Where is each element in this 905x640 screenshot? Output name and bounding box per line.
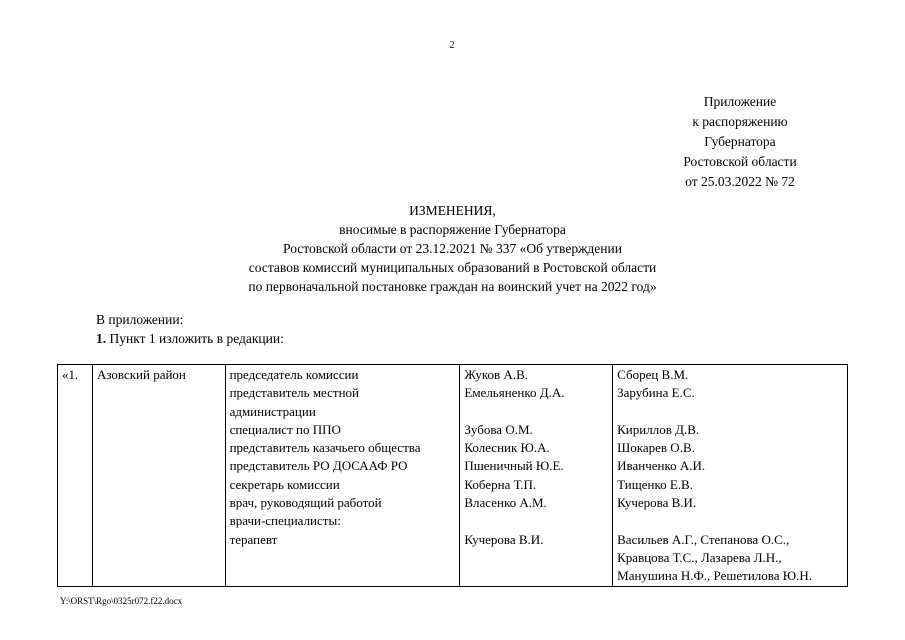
appendix-line: Губернатора — [704, 134, 776, 149]
reserve-line: Манушина Н.Ф., Решетилова Ю.Н. — [617, 568, 813, 584]
role-line: врачи-специалисты: — [229, 513, 341, 529]
member-line: Колесник Ю.А. — [464, 440, 550, 456]
title-line: по первоначальной постановке граждан на воинский учет на 2022 год» — [248, 279, 657, 294]
reserve-line: Васильев А.Г., Степанова О.С., — [617, 531, 790, 547]
title-line: составов комиссий муниципальных образований в Ростовской области — [248, 260, 657, 275]
member-line: Власенко А.М. — [464, 495, 547, 511]
member-line: Коберна Т.П. — [464, 476, 537, 492]
member-line: Зубова О.М. — [464, 421, 533, 437]
title-line: вносимые в распоряжение Губернатора — [339, 222, 566, 237]
blank-line — [617, 512, 843, 530]
role-line: секретарь комиссии — [229, 476, 340, 492]
role-line: представитель казачьего общества — [229, 440, 421, 456]
document-title — [180, 201, 725, 296]
cell-roles — [225, 365, 460, 587]
member-line: Емельяненко Д.А. — [464, 385, 565, 401]
reserve-line: Шокарев О.В. — [617, 440, 695, 456]
role-line: председатель комиссии — [229, 367, 359, 382]
role-line: врач, руководящий работой — [229, 495, 382, 511]
reserve-line: Тищенко Е.В. — [617, 476, 693, 492]
appendix-block — [640, 92, 840, 192]
intro-text — [96, 310, 284, 348]
appendix-line: Ростовской области — [683, 154, 797, 169]
blank-line — [464, 512, 608, 530]
appendix-line: от 25.03.2022 № 72 — [685, 174, 795, 189]
blank-line — [464, 403, 608, 421]
item-number: 1. — [96, 331, 107, 346]
cell-district: Азовский район — [92, 365, 225, 587]
reserve-line: Кравцова Т.С., Лазарева Л.Н., — [617, 549, 782, 565]
table-row — [58, 365, 848, 587]
blank-line — [617, 403, 843, 421]
role-line: администрации — [229, 403, 316, 419]
cell-reserve-members — [613, 365, 848, 587]
reserve-line: Сборец В.М. — [617, 367, 689, 382]
role-line: представитель РО ДОСААФ РО — [229, 458, 408, 474]
appendix-line: Приложение — [703, 94, 777, 109]
file-path-footer: Y:\ORST\Rgo\0325r072.f22.docx — [60, 596, 183, 606]
reserve-line: Кучерова В.И. — [617, 495, 697, 511]
member-line: Пшеничный Ю.Е. — [464, 458, 564, 474]
item-text: Пункт 1 изложить в редакции: — [106, 331, 284, 346]
cell-number: «1. — [58, 365, 93, 587]
member-line: Кучерова В.И. — [464, 531, 544, 547]
member-line: Жуков А.В. — [464, 367, 528, 382]
appendix-line: к распоряжению — [692, 114, 788, 129]
role-line: специалист по ППО — [229, 421, 341, 437]
intro-line: В приложении: — [96, 312, 184, 327]
commission-table — [57, 364, 848, 587]
title-line: Ростовской области от 23.12.2021 № 337 «Об утверждении — [283, 241, 622, 256]
reserve-line: Иванченко А.И. — [617, 458, 706, 474]
reserve-line: Зарубина Е.С. — [617, 385, 695, 401]
page-number: 2 — [449, 40, 455, 51]
role-line: представитель местной — [229, 385, 360, 401]
intro-item — [96, 329, 284, 348]
reserve-line: Кириллов Д.В. — [617, 421, 700, 437]
title-heading: ИЗМЕНЕНИЯ, — [409, 203, 496, 218]
role-line: терапевт — [229, 531, 278, 547]
cell-main-members — [460, 365, 613, 587]
